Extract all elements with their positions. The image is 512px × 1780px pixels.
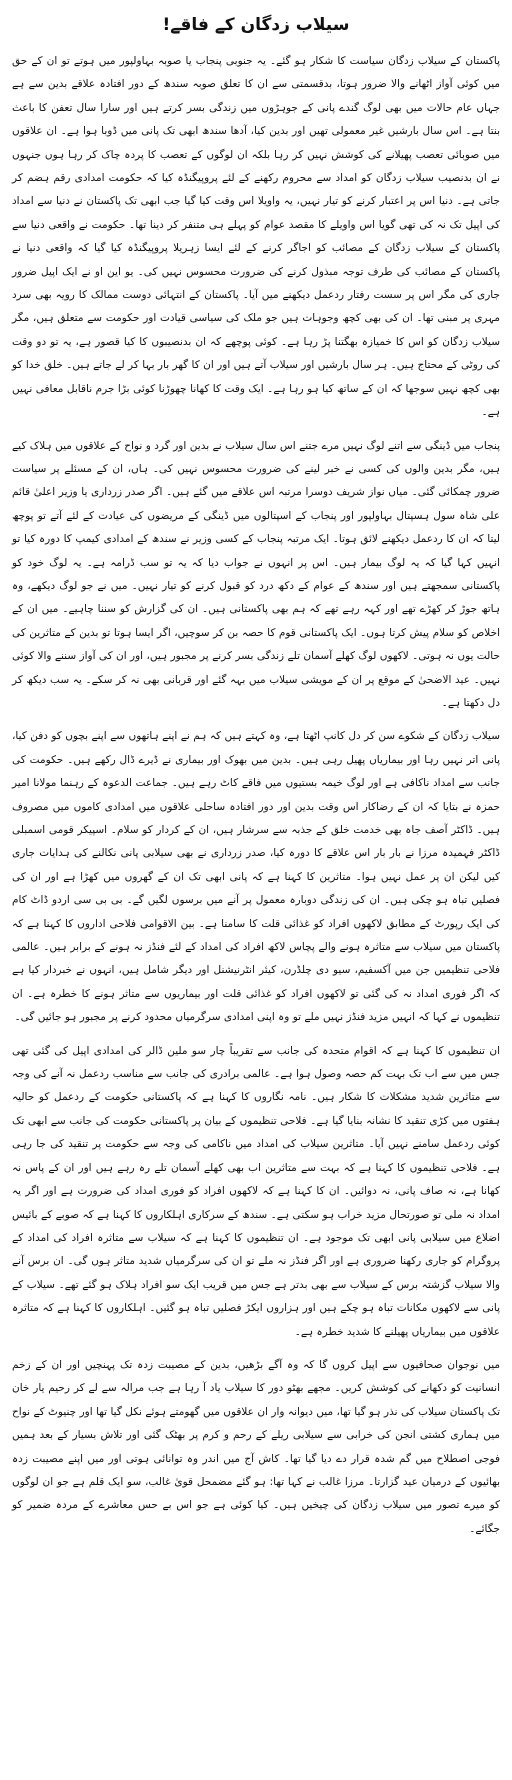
article-paragraph: ان تنظیموں کا کہنا ہے کہ اقوام متحدہ کی جانب سے تقریباً چار سو ملین ڈالر کی امدادی اپیل کی گئی تھی جس میں سے اب تک بہت کم حصہ وصول ہوا ہے۔ عالمی برادری کی جانب سے مناسب ردعمل نہ آنے کی وجہ سے متاثرین شدید مشکلات کا شکار ہیں۔ نامہ نگاروں کا کہنا ہے کہ پاکستانی حکومت کے ردعمل کو حالیہ ہفتوں میں کڑی تنقید کا نشانہ بنایا گیا ہے۔ فلاحی تنظیموں کے بیان پر پاکستانی حکومت کی جانب سے ابھی تک کوئی ردعمل سامنے نہیں آیا۔ متاثرین سیلاب کی امداد میں ناکامی کی وجہ سے حکومت پر تنقید کی جا رہی ہے۔ فلاحی تنظیموں کا کہنا ہے کہ بہت سے متاثرین اب بھی کھلے آسمان تلے رہ رہے ہیں اور ان کے پاس نہ کھانا ہے، نہ صاف پانی، نہ دوائیں۔ ان کا کہنا ہے کہ لاکھوں افراد کو فوری امداد کی ضرورت ہے اور اگر یہ امداد نہ ملی تو صورتحال مزید خراب ہو سکتی ہے۔ سندھ کے سرکاری اہلکاروں کا کہنا ہے کہ صوبے کے بائیس اضلاع میں سیلابی پانی ابھی تک موجود ہے۔ ان تنظیموں کا کہنا ہے کہ سیلاب سے متاثرہ افراد کی امداد کے پروگرام کو جاری رکھنا ضروری ہے اور اگر فنڈز نہ ملے تو ان کی سرگرمیاں شدید متاثر ہوں گی۔ ان برس آنے والا سیلاب گزشتہ برس کے سیلاب سے بھی بدتر ہے جس میں قریب ایک سو افراد ہلاک ہو گئے تھے۔ سیلاب کے پانی سے لاکھوں مکانات تباہ ہو چکے ہیں اور ہزاروں ایکڑ فصلیں تباہ ہو گئیں۔ اہلکاروں کا کہنا ہے کہ متاثرہ علاقوں میں بیماریاں پھیلنے کا شدید خطرہ ہے۔ bbox=[12, 1044, 500, 1338]
article-paragraph: میں نوجوان صحافیوں سے اپیل کروں گا کہ وہ آگے بڑھیں، بدین کے مصیبت زدہ تک پہنچیں اور ان کے زخم انسانیت کو دکھانے کی کوشش کریں۔ مجھے بھٹو دور کا سیلاب یاد آ رہا ہے جب مرالہ سے لے کر رحیم یار خان تک پاکستان سیلاب کی نذر ہو گیا تھا، میں دیوانہ وار ان علاقوں میں گھومتے ہوئے نکل گیا تھا اور چنیوٹ کے نواح میں ہماری کشتی انجن کی خرابی سے سیلابی ریلے کے رحم و کرم پر بھٹک گئی اور تلاش بسیار کے بعد ہمیں فوجی اصطلاح میں گم شدہ قرار دے دیا گیا تھا۔ کاش آج میں اندر وہ توانائی ہوتی اور میں اپنے مصیبت زدہ بھائیوں کے درمیان عید گزارتا۔ مرزا غالب نے کہا تھا: ہو گئے مضمحل قویٰ غالب، سو ایک قلم ہے جو ان لوگوں کو میرے تصور میں سیلاب زدگان کی چیخیں ہیں۔ کیا کوئی ہے جو اس بے حس معاشرے کے مردہ ضمیر کو جگائے۔ bbox=[12, 1358, 500, 1535]
article-paragraph: سیلاب زدگان کے شکوے سن کر دل کانپ اٹھتا ہے، وہ کہتے ہیں کہ ہم نے اپنے ہاتھوں سے اپنے بچوں کو دفن کیا، پانی اتر نہیں رہا اور بیماریاں پھیل رہی ہیں۔ بدین میں بھوک اور بیماری نے ڈیرے ڈال رکھے ہیں۔ حکومت کی جانب سے امداد ناکافی ہے اور لوگ خیمہ بستیوں میں فاقے کاٹ رہے ہیں۔ جماعت الدعوہ کے رہنما مولانا امیر حمزہ نے بتایا کہ ان کے رضاکار اس وقت بدین اور دور افتادہ ساحلی علاقوں میں امدادی کاموں میں مصروف ہیں۔ ڈاکٹر آصف جاہ بھی خدمت خلق کے جذبہ سے سرشار ہیں، ان کے کردار کو سلام۔ اسپیکر قومی اسمبلی ڈاکٹر فہمیدہ مرزا نے بار بار اس علاقے کا دورہ کیا، صدر زرداری نے بھی سیلابی پانی نکالنے کی ہدایات جاری کیں لیکن ان پر عمل نہیں ہوا۔ متاثرین کا کہنا ہے کہ پانی ابھی تک ان کے گھروں میں کھڑا ہے اور ان کی فصلیں تباہ ہو چکی ہیں۔ ان کی زندگی دوبارہ معمول پر آنے میں برسوں لگیں گے۔ بی بی سی اردو ڈاٹ کام کی ایک رپورٹ کے مطابق لاکھوں افراد کو غذائی قلت کا سامنا ہے۔ بین الاقوامی فلاحی اداروں کا کہنا ہے کہ پاکستان میں سیلاب سے متاثرہ ہونے والے پچاس لاکھ افراد کی امداد کے لئے فنڈز نہ ہونے کے برابر ہیں۔ عالمی فلاحی تنظیمیں جن میں آکسفیم، سیو دی چلڈرن، کیئر انٹرنیشنل اور دیگر شامل ہیں، انہوں نے خبردار کیا ہے کہ اگر فوری امداد نہ کی گئی تو لاکھوں افراد کو غذائی قلت اور بیماریوں سے متاثر ہونے کا خطرہ ہے۔ ان تنظیموں نے کہا کہ انہیں مزید فنڈز نہیں ملے تو وہ اپنی امدادی سرگرمیاں محدود کرنے پر مجبور ہو جائیں گی۔ bbox=[12, 730, 500, 1024]
article-body bbox=[12, 50, 500, 1541]
article-paragraph: پنجاب میں ڈینگی سے اتنے لوگ نہیں مرے جتنے اس سال سیلاب نے بدین اور گرد و نواح کے علاقوں میں ہلاک کیے ہیں، مگر بدین والوں کی کسی نے خبر لینے کی ضرورت محسوس نہیں کی۔ ہاں، ان کے مسئلے پر سیاست ضرور چمکائی گئی۔ میاں نواز شریف دوسرا مرتبہ اس علاقے میں گئے ہیں۔ اگر صدر زرداری یا وزیر اعلیٰ قائم علی شاہ سول ہسپتال بہاولپور اور پنجاب کے اسپتالوں میں ڈینگی کے مریضوں کی عیادت کے لئے آتے تو پوچھ لیتا کہ ان کا ردعمل دیکھنے لائق ہوتا۔ ایک مرتبہ پنجاب کے کسی وزیر نے سندھ کے امدادی کیمپ کا دورہ کیا تو انہیں کہا گیا کہ یہ لوگ بیمار ہیں۔ اس پر انہوں نے جواب دیا کہ یہ تو سب ڈرامہ ہے۔ یہ لوگ خود کو پاکستانی سمجھتے ہیں اور سندھ کے عوام کے دکھ درد کو قبول کرنے کو تیار نہیں۔ میں نے جو لوگ دیکھے، وہ ہاتھ جوڑ کر کھڑے تھے اور کہہ رہے تھے کہ ہم بھی پاکستانی ہیں۔ ان کی گزارش کو سننا چاہیے۔ میں ان کے اخلاص کو سلام پیش کرتا ہوں۔ ایک پاکستانی قوم کا حصہ بن کر سوچیں، اگر ایسا ہوتا تو بدین کے متاثرین کی حالت یوں نہ ہوتی۔ لاکھوں لوگ کھلے آسمان تلے زندگی بسر کرنے پر مجبور ہیں، اور ان کی آواز سننے والا کوئی نہیں۔ عید الاضحیٰ کے موقع پر ان کے مویشی سیلاب میں بہہ گئے اور قربانی بھی نہ کر سکے۔ یہ سب دیکھ کر دل دکھتا ہے۔ bbox=[12, 439, 500, 709]
article-paragraph: پاکستان کے سیلاب زدگان سیاست کا شکار ہو گئے۔ یہ جنوبی پنجاب یا صوبہ بہاولپور میں ہوتے تو ان کے حق میں کوئی آواز اٹھانے والا ضرور ہوتا، بدقسمتی سے ان کا تعلق صوبہ سندھ کے دور افتادہ علاقے بدین سے ہے جہاں عام حالات میں بھی لوگ گندے پانی کے جوہڑوں میں زندگی بسر کرتے ہیں اور سارا سال تعفن کا باعث بنتا ہے۔ اس سال بارشیں غیر معمولی تھیں اور بدین کیا، آدھا سندھ ابھی تک پانی میں ڈوبا ہوا ہے۔ ان علاقوں میں صوبائی تعصب پھیلانے کی کوشش نہیں کر رہا بلکہ ان لوگوں کے تعصب کا پردہ چاک کر رہا ہوں جنہوں نے ان بدنصیب سیلاب زدگان کو امداد سے محروم رکھنے کے لئے پروپیگنڈہ کیا کہ حکومت امدادی رقم ہضم کر جاتی ہے۔ دنیا اس پر اعتبار کرنے کو تیار نہیں، یہ واویلا اس وقت کیا گیا جب ابھی تک پاکستان نے دنیا سے امداد کی اپیل تک نہ کی تھی گویا اس واویلے کا مقصد عوام کو پہلے ہی متنفر کر دینا تھا۔ حکومت نے واقعی دنیا سے پاکستان کے سیلاب زدگان کے مصائب کو اجاگر کرنے کے لئے ایسا زہریلا پروپیگنڈہ کیا گیا کہ واقعی دنیا نے پاکستان کے مصائب کی طرف توجہ مبذول کرنے کی ضرورت محسوس نہیں کی۔ یو این او نے ایک اپیل ضرور جاری کی مگر اس پر سست رفتار ردعمل دیکھنے میں آیا۔ پاکستان کے انتہائی دوست ممالک کا رویہ بھی سرد مہری پر مبنی تھا۔ ان کی بھی کچھ وجوہات ہیں جو ملک کی سیاسی قیادت اور حکومت سے متعلق ہیں، مگر سیلاب زدگان کو اس کا خمیازہ بھگتنا پڑ رہا ہے۔ کوئی پوچھے کہ ان بدنصیبوں کا کیا قصور ہے، یہ تو دو وقت کی روٹی کے محتاج ہیں۔ ہر سال بارشیں اور سیلاب آتے ہیں اور ان کا گھر بار بہا کر لے جاتے ہیں۔ خلق خدا کو بھی کچھ نہیں سوجھا کہ ان کے ساتھ کیا ہو رہا ہے۔ ایک وقت کا کھانا چھوڑنا کوئی بڑا جرم ناقابل معافی نہیں ہے۔ bbox=[12, 55, 500, 419]
article-headline: سیلاب زدگان کے فاقے! bbox=[162, 15, 350, 35]
